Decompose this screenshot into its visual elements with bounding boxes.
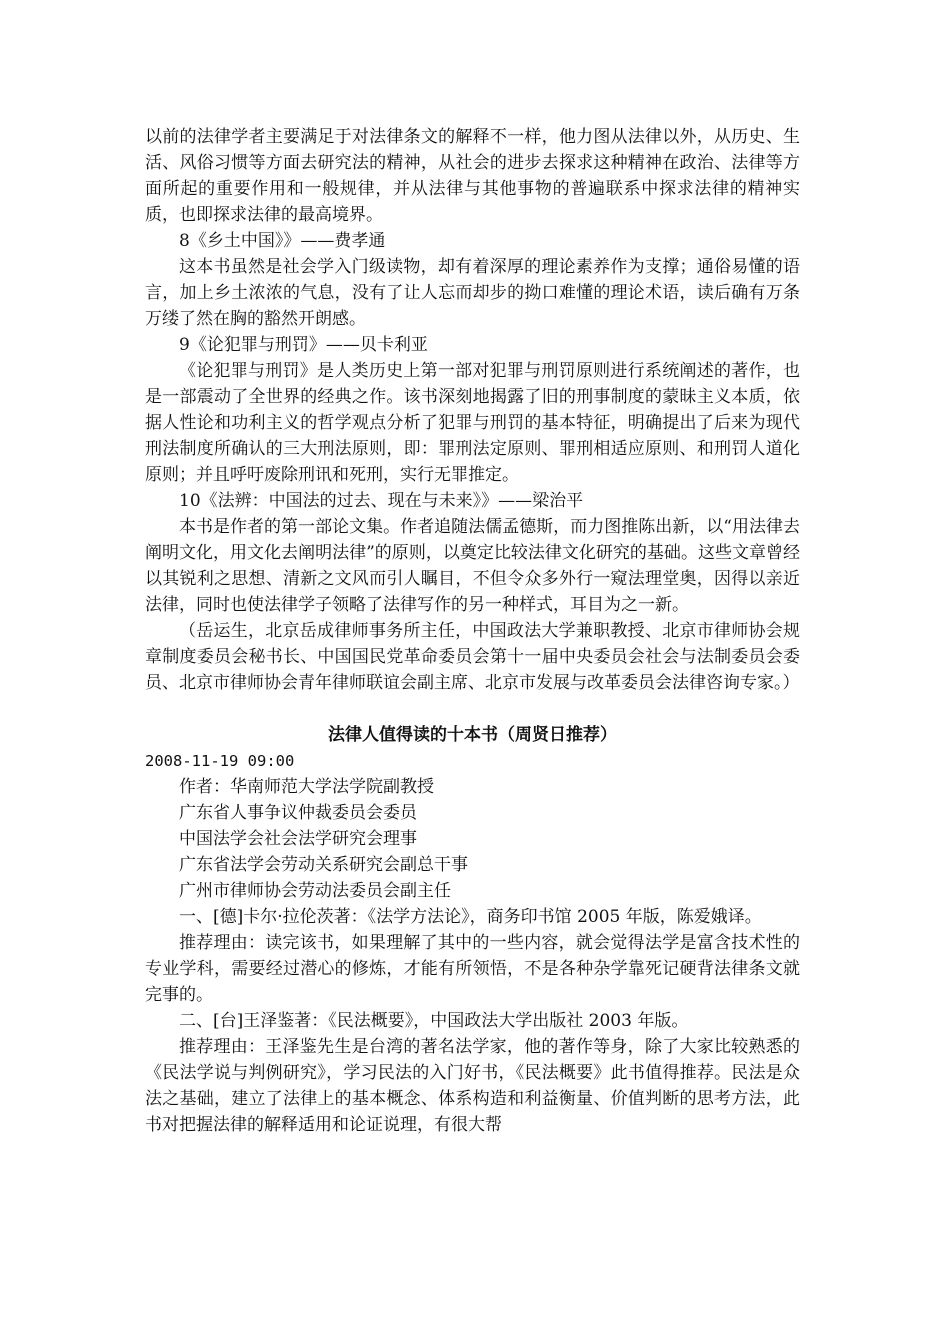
author-line: 广东省人事争议仲裁委员会委员 (179, 803, 417, 823)
paragraph: 本书是作者的第一部论文集。作者追随法儒孟德斯，而力图推陈出新，以“用法律去阐明文化，用文化去阐明法律”的原则，以奠定比较法律文化研究的基础。这些文章曾经以其锐利之思想、清新之文风而引人瞩目，不但令众多外行一窥法理堂奥，因得以亲近法律，同时也使法律学子领略了法律写作的另一种样式，耳目为之一新。 (145, 517, 800, 615)
paragraph: 以前的法律学者主要满足于对法律条文的解释不一样，他力图从法律以外，从历史、生活、风俗习惯等方面去研究法的精神，从社会的进步去探求这种精神在政治、法律等方面所起的重要作用和一般规律，并从法律与其他事物的普遍联系中探求法律的精神实质，也即探求法律的最高境界。 (145, 127, 800, 225)
document-page (145, 124, 800, 1138)
recommendation-reason: 推荐理由：王泽鉴先生是台湾的著名法学家，他的著作等身，除了大家比较熟悉的《民法学说与判例研究》，学习民法的入门好书，《民法概要》此书值得推荐。民法是众法之基础，建立了法律上的基本概念、体系构造和利益衡量、价值判断的思考方法，此书对把握法律的解释适用和论证说理，有很大帮 (145, 1037, 800, 1135)
section-title: 法律人值得读的十本书（周贤日推荐） (328, 725, 617, 745)
book-entry: 二、[台]王泽鉴著：《民法概要》，中国政法大学出版社 2003 年版。 (179, 1011, 689, 1031)
book-heading: 8《乡土中国》》——费孝通 (179, 231, 386, 251)
recommendation-reason: 推荐理由：读完该书，如果理解了其中的一些内容，就会觉得法学是富含技术性的专业学科，需要经过潜心的修炼，才能有所领悟，不是各种杂学靠死记硬背法律条文就完事的。 (145, 933, 800, 1005)
author-note: （岳运生，北京岳成律师事务所主任，中国政法大学兼职教授、北京市律师协会规章制度委员会秘书长、中国国民党革命委员会第十一届中央委员会社会与法制委员会委员、北京市律师协会青年律师联谊会副主席、北京市发展与改革委员会法律咨询专家。） (145, 621, 800, 693)
publish-date: 2008-11-19 09:00 (145, 752, 295, 770)
book-heading: 9《论犯罪与刑罚》——贝卡利亚 (179, 335, 428, 355)
book-entry: 一、[德]卡尔·拉伦茨著：《法学方法论》，商务印书馆 2005 年版，陈爱娥译。 (179, 907, 762, 927)
author-line: 广东省法学会劳动关系研究会副总干事 (179, 855, 468, 875)
section-spacer (145, 696, 800, 722)
book-heading: 10《法辨：中国法的过去、现在与未来》》——梁治平 (179, 491, 584, 511)
author-line: 中国法学会社会法学研究会理事 (179, 829, 417, 849)
paragraph: 《论犯罪与刑罚》是人类历史上第一部对犯罪与刑罚原则进行系统阐述的著作，也是一部震动了全世界的经典之作。该书深刻地揭露了旧的刑事制度的蒙昧主义本质，依据人性论和功利主义的哲学观点分析了犯罪与刑罚的基本特征，明确提出了后来为现代刑法制度所确认的三大刑法原则，即：罪刑法定原则、罪刑相适应原则、和刑罚人道化原则；并且呼吁废除刑讯和死刑，实行无罪推定。 (145, 361, 800, 485)
author-line: 广州市律师协会劳动法委员会副主任 (179, 881, 451, 901)
paragraph: 这本书虽然是社会学入门级读物，却有着深厚的理论素养作为支撑；通俗易懂的语言，加上乡土浓浓的气息，没有了让人忘而却步的拗口难懂的理论术语，读后确有万条万缕了然在胸的豁然开朗感。 (145, 257, 800, 329)
author-line: 作者：华南师范大学法学院副教授 (179, 777, 434, 797)
